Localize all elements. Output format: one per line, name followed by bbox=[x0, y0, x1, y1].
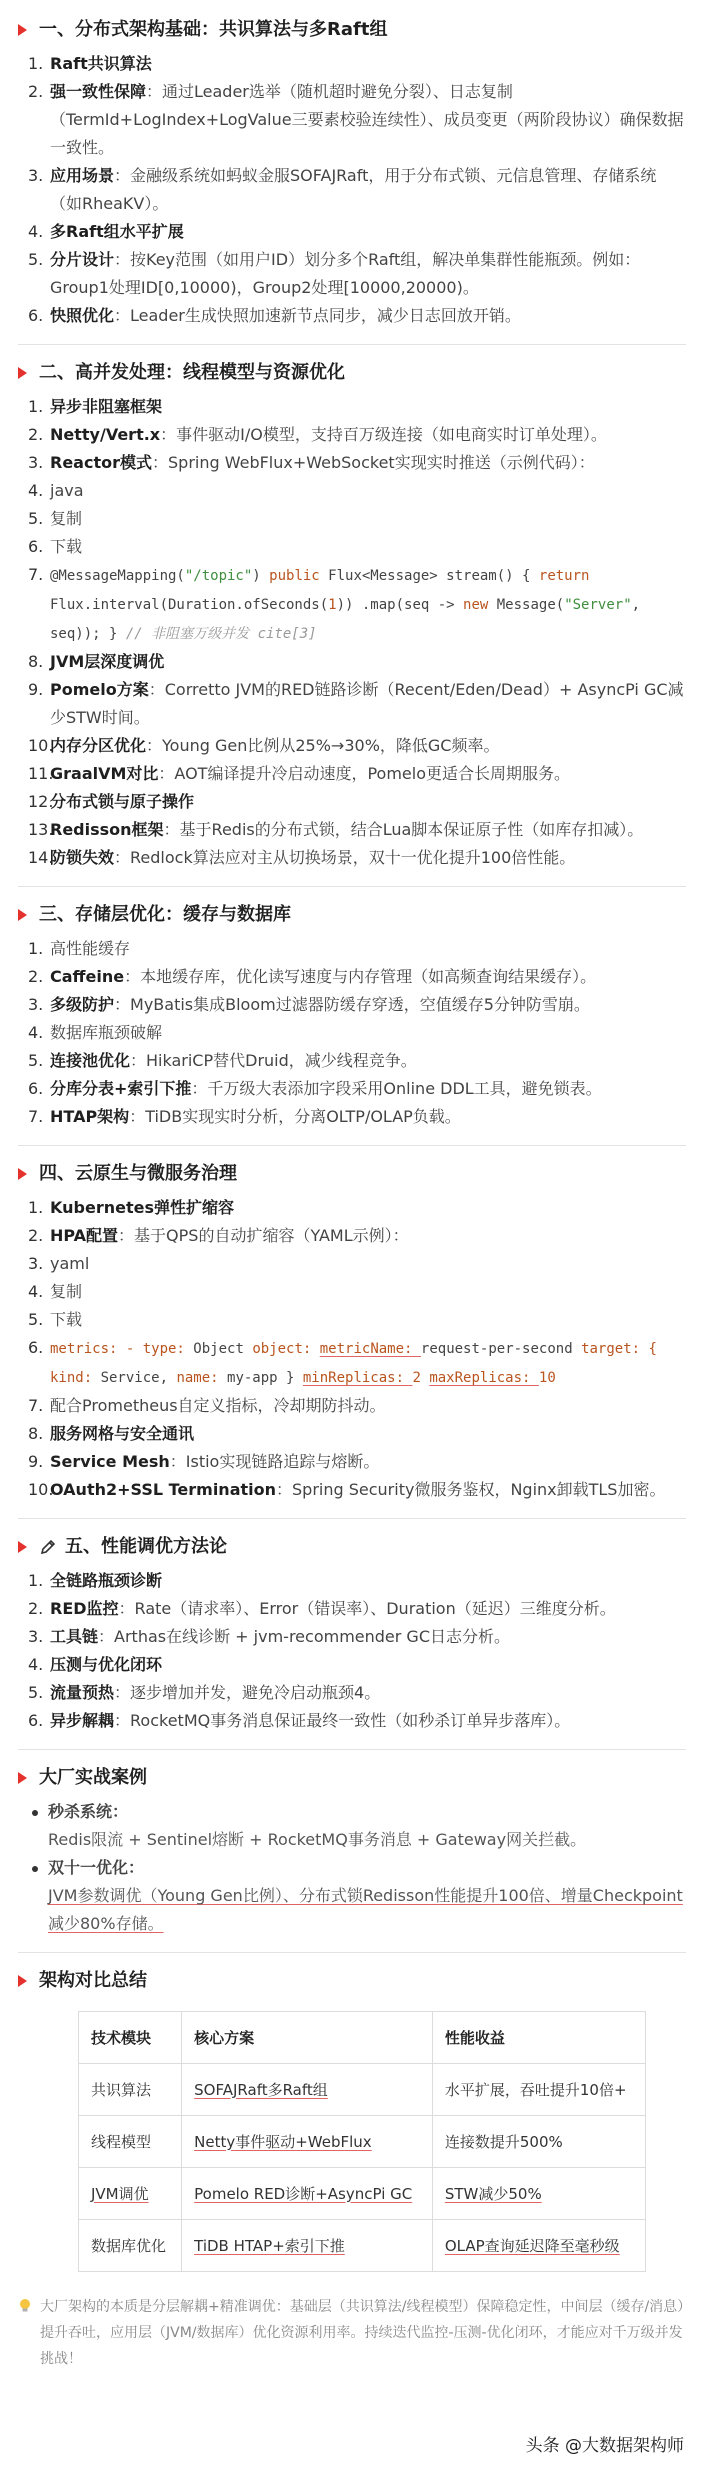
red-triangle-icon bbox=[18, 1541, 27, 1553]
section-tuning-methodology bbox=[18, 1527, 686, 1735]
item-number: 1. bbox=[28, 397, 44, 416]
section-case-studies bbox=[18, 1758, 686, 1938]
item-label: 强一致性保障 bbox=[50, 82, 147, 101]
table-cell: 水平扩展，吞吐提升10倍+ bbox=[432, 2064, 645, 2116]
table-cell: 数据库优化 bbox=[79, 2220, 182, 2272]
item-number: 5. bbox=[28, 1310, 44, 1329]
section-storage bbox=[18, 895, 686, 1131]
red-triangle-icon bbox=[18, 367, 27, 379]
item-number: 5. bbox=[28, 1683, 44, 1702]
list-item bbox=[28, 676, 686, 732]
item-label: HPA配置 bbox=[50, 1226, 119, 1245]
list-item bbox=[28, 844, 686, 872]
code-token: target: bbox=[581, 1341, 649, 1357]
item-text: ：基于QPS的自动扩缩容（YAML示例）： bbox=[118, 1226, 409, 1245]
item-label: HTAP架构 bbox=[50, 1107, 130, 1126]
case-body: JVM参数调优（Young Gen比例）、分布式锁Redisson性能提升100倍、增量Checkpoint减少80%存储。 bbox=[48, 1886, 683, 1933]
item-text: ：基于Redis的分布式锁，结合Lua脚本保证原子性（如库存扣减）。 bbox=[163, 820, 644, 839]
list-item bbox=[28, 393, 686, 421]
item-label: Service Mesh bbox=[50, 1452, 170, 1471]
item-number: 6. bbox=[28, 1711, 44, 1730]
case-head: 秒杀系统： bbox=[48, 1802, 129, 1821]
list-item bbox=[28, 1103, 686, 1131]
item-number: 4. bbox=[28, 1282, 44, 1301]
item-label: 分片设计 bbox=[50, 250, 115, 269]
list-item bbox=[32, 1854, 686, 1938]
case-list bbox=[18, 1798, 686, 1938]
table-cell: Netty事件驱动+WebFlux bbox=[182, 2116, 433, 2168]
code-snippet bbox=[50, 568, 640, 642]
section-heading bbox=[18, 1758, 686, 1798]
item-text: ：Corretto JVM的RED链路诊断（Recent/Eden/Dead）+ AsyncPi GC减少STW时间。 bbox=[50, 680, 684, 727]
code-token: Service, bbox=[100, 1370, 177, 1386]
section-title: 三、存储层优化：缓存与数据库 bbox=[39, 904, 291, 925]
case-body: Redis限流 + Sentinel熔断 + RocketMQ事务消息 + Gateway网关拦截。 bbox=[48, 1830, 587, 1849]
item-number: 2. bbox=[28, 1226, 44, 1245]
item-number: 3. bbox=[28, 453, 44, 472]
item-number: 3. bbox=[28, 995, 44, 1014]
item-number: 9. bbox=[28, 1452, 44, 1471]
section-title: 五、性能调优方法论 bbox=[65, 1536, 227, 1557]
item-label: 流量预热 bbox=[50, 1683, 115, 1702]
section-title: 架构对比总结 bbox=[39, 1970, 147, 1991]
item-text: ：AOT编译提升冷启动速度，Pomelo更适合长周期服务。 bbox=[158, 764, 570, 783]
section-heading bbox=[18, 895, 686, 935]
divider bbox=[18, 1145, 686, 1146]
list-item bbox=[28, 991, 686, 1019]
section-distributed-basics bbox=[18, 10, 686, 330]
divider bbox=[18, 1749, 686, 1750]
code-token: "Server" bbox=[564, 597, 632, 613]
item-number: 2. bbox=[28, 82, 44, 101]
section-heading bbox=[18, 10, 686, 50]
list-item bbox=[28, 648, 686, 676]
item-number: 5. bbox=[28, 1051, 44, 1070]
list-item bbox=[28, 78, 686, 162]
item-number: 2. bbox=[28, 967, 44, 986]
red-triangle-icon bbox=[18, 909, 27, 921]
section-heading bbox=[18, 353, 686, 393]
summary-note bbox=[18, 2294, 686, 2372]
red-triangle-icon bbox=[18, 1772, 27, 1784]
column-header: 核心方案 bbox=[182, 2012, 433, 2064]
table-cell: 共识算法 bbox=[79, 2064, 182, 2116]
comparison-table bbox=[78, 2011, 646, 2272]
list-item bbox=[28, 816, 686, 844]
code-token: name: bbox=[176, 1370, 228, 1386]
list-item bbox=[28, 533, 686, 561]
item-label: 内存分区优化 bbox=[50, 736, 147, 755]
list-item bbox=[28, 1420, 686, 1448]
divider bbox=[18, 1518, 686, 1519]
item-label: 防锁失效 bbox=[50, 848, 115, 867]
item-text: 配合Prometheus自定义指标，冷却期防抖动。 bbox=[50, 1396, 386, 1415]
red-triangle-icon bbox=[18, 1168, 27, 1180]
red-triangle-icon bbox=[18, 24, 27, 36]
item-text: ：事件驱动I/O模型，支持百万级连接（如电商实时订单处理）。 bbox=[160, 425, 607, 444]
table-row bbox=[79, 2220, 646, 2272]
divider bbox=[18, 886, 686, 887]
item-label: 分布式锁与原子操作 bbox=[50, 792, 195, 811]
code-token: Message( bbox=[488, 597, 565, 613]
list-item bbox=[28, 1679, 686, 1707]
item-number: 6. bbox=[28, 537, 44, 556]
item-label: Redisson框架 bbox=[50, 820, 164, 839]
code-token: Object bbox=[193, 1341, 253, 1357]
code-token: )) .map(seq -> bbox=[336, 597, 464, 613]
code-token: 2 bbox=[412, 1370, 430, 1386]
item-number: 10. bbox=[28, 1480, 54, 1499]
column-header: 技术模块 bbox=[79, 2012, 182, 2064]
code-token: // 非阻塞万级并发 cite[3] bbox=[125, 626, 317, 642]
list-item bbox=[28, 1651, 686, 1679]
list-item bbox=[28, 246, 686, 302]
item-number: 1. bbox=[28, 939, 44, 958]
item-text: ：按Key范围（如用户ID）划分多个Raft组，解决单集群性能瓶颈。例如：Group1处理ID[0,10000)，Group2处理[10000,20000)。 bbox=[50, 250, 641, 297]
item-number: 11. bbox=[28, 764, 54, 783]
item-number: 4. bbox=[28, 481, 44, 500]
item-label: 分库分表+索引下推 bbox=[50, 1079, 192, 1098]
list-item bbox=[28, 1306, 686, 1334]
item-number: 6. bbox=[28, 1338, 44, 1357]
item-label: 应用场景 bbox=[50, 166, 115, 185]
list-item bbox=[28, 1278, 686, 1306]
code-token: Flux<Message> stream() { bbox=[319, 568, 539, 584]
section-title: 大厂实战案例 bbox=[39, 1767, 147, 1788]
item-text: 下载 bbox=[50, 537, 83, 556]
list-item bbox=[28, 1567, 686, 1595]
red-triangle-icon bbox=[18, 1975, 27, 1987]
item-label: 异步解耦 bbox=[50, 1711, 115, 1730]
divider bbox=[18, 1952, 686, 1953]
item-number: 4. bbox=[28, 1655, 44, 1674]
item-number: 4. bbox=[28, 1023, 44, 1042]
item-text: ：Spring WebFlux+WebSocket实现实时推送（示例代码）： bbox=[152, 453, 595, 472]
list-item bbox=[28, 1623, 686, 1651]
item-label: 压测与优化闭环 bbox=[50, 1655, 163, 1674]
pencil-icon bbox=[39, 1538, 57, 1556]
item-number: 6. bbox=[28, 1079, 44, 1098]
list-item bbox=[28, 1392, 686, 1420]
item-number: 14. bbox=[28, 848, 54, 867]
item-text: 复制 bbox=[50, 1282, 83, 1301]
code-token: { kind: bbox=[50, 1341, 657, 1386]
table-cell: TiDB HTAP+索引下推 bbox=[182, 2220, 433, 2272]
section-heading bbox=[18, 1154, 686, 1194]
item-text: ：Redlock算法应对主从切换场景，双十一优化提升100倍性能。 bbox=[114, 848, 576, 867]
item-number: 6. bbox=[28, 306, 44, 325]
list-item bbox=[28, 477, 686, 505]
list-item bbox=[28, 760, 686, 788]
list-item bbox=[28, 218, 686, 246]
section-cloud-native bbox=[18, 1154, 686, 1504]
item-number: 9. bbox=[28, 680, 44, 699]
item-text: ：Rate（请求率）、Error（错误率）、Duration（延迟）三维度分析。 bbox=[118, 1599, 616, 1618]
item-label: Netty/Vert.x bbox=[50, 425, 161, 444]
item-number: 3. bbox=[28, 166, 44, 185]
item-number: 7. bbox=[28, 1396, 44, 1415]
table-cell: SOFAJRaft多Raft组 bbox=[182, 2064, 433, 2116]
list-item bbox=[28, 732, 686, 760]
item-label: 全链路瓶颈诊断 bbox=[50, 1571, 163, 1590]
item-label: Caffeine bbox=[50, 967, 125, 986]
item-number: 8. bbox=[28, 1424, 44, 1443]
table-cell: STW减少50% bbox=[432, 2168, 645, 2220]
section-heading bbox=[18, 1527, 686, 1567]
section-heading bbox=[18, 1961, 686, 2001]
item-text: ：千万级大表添加字段采用Online DDL工具，避免锁表。 bbox=[191, 1079, 602, 1098]
item-text: ：RocketMQ事务消息保证最终一致性（如秒杀订单异步落库）。 bbox=[114, 1711, 571, 1730]
code-token: ) bbox=[252, 568, 270, 584]
case-head: 双十一优化： bbox=[48, 1858, 145, 1877]
list-item bbox=[28, 50, 686, 78]
item-label: Raft共识算法 bbox=[50, 54, 152, 73]
table-row bbox=[79, 2064, 646, 2116]
item-number: 10. bbox=[28, 736, 54, 755]
code-token: object: bbox=[252, 1341, 320, 1357]
list-item bbox=[28, 302, 686, 330]
item-number: 8. bbox=[28, 652, 44, 671]
list-item bbox=[28, 1448, 686, 1476]
list-item bbox=[28, 1075, 686, 1103]
item-text: ：TiDB实现实时分析，分离OLTP/OLAP负载。 bbox=[129, 1107, 461, 1126]
list-item bbox=[28, 1222, 686, 1250]
list-item bbox=[28, 1250, 686, 1278]
item-number: 1. bbox=[28, 54, 44, 73]
item-text: ：Arthas在线诊断 + jvm-recommender GC日志分析。 bbox=[98, 1627, 510, 1646]
list-item bbox=[28, 1194, 686, 1222]
item-text: ：Young Gen比例从25%→30%，降低GC频率。 bbox=[146, 736, 500, 755]
list-item bbox=[28, 449, 686, 477]
item-label: Pomelo方案 bbox=[50, 680, 149, 699]
item-label: 多Raft组水平扩展 bbox=[50, 222, 184, 241]
item-text: ：本地缓存库，优化读写速度与内存管理（如高频查询结果缓存）。 bbox=[124, 967, 597, 986]
list-item bbox=[28, 1476, 686, 1504]
table-cell: 连接数提升500% bbox=[432, 2116, 645, 2168]
list-item bbox=[28, 1019, 686, 1047]
item-label: Reactor模式 bbox=[50, 453, 152, 472]
code-token: return bbox=[538, 568, 590, 584]
item-label: JVM层深度调优 bbox=[50, 652, 165, 671]
numbered-list bbox=[18, 935, 686, 1131]
code-token: 1 bbox=[328, 597, 337, 613]
numbered-list bbox=[18, 393, 686, 872]
code-line bbox=[28, 561, 686, 648]
code-token: public bbox=[269, 568, 320, 584]
code-token: 10 bbox=[538, 1370, 556, 1386]
code-snippet bbox=[50, 1341, 657, 1386]
code-line bbox=[28, 1334, 686, 1392]
section-architecture-summary bbox=[18, 1961, 686, 2372]
item-text: 数据库瓶颈破解 bbox=[50, 1023, 163, 1042]
code-token: @MessageMapping( bbox=[50, 568, 185, 584]
item-text: 复制 bbox=[50, 509, 83, 528]
code-token: request-per-second bbox=[420, 1341, 582, 1357]
item-label: 工具链 bbox=[50, 1627, 99, 1646]
item-number: 2. bbox=[28, 1599, 44, 1618]
item-number: 7. bbox=[28, 565, 44, 584]
table-cell: OLAP查询延迟降至毫秒级 bbox=[432, 2220, 645, 2272]
list-item bbox=[28, 162, 686, 218]
item-number: 13. bbox=[28, 820, 54, 839]
item-text: ：Istio实现链路追踪与熔断。 bbox=[169, 1452, 380, 1471]
code-token: Flux.interval(Duration.ofSeconds( bbox=[50, 597, 329, 613]
item-text: ：通过Leader选举（随机超时避免分裂）、日志复制（TermId+LogIndex+LogValue三要素校验连续性）、成员变更（两阶段协议）确保数据一致性。 bbox=[50, 82, 684, 157]
item-label: OAuth2+SSL Termination bbox=[50, 1480, 277, 1499]
section-title: 二、高并发处理：线程模型与资源优化 bbox=[39, 362, 345, 383]
list-item bbox=[28, 421, 686, 449]
item-number: 2. bbox=[28, 425, 44, 444]
list-item bbox=[28, 788, 686, 816]
item-label: Kubernetes弹性扩缩容 bbox=[50, 1198, 234, 1217]
code-token: metrics: - type: bbox=[50, 1341, 194, 1357]
code-token: metricName: bbox=[319, 1341, 421, 1357]
code-token: new bbox=[463, 597, 489, 613]
item-text: ：逐步增加并发，避免冷启动瓶颈4。 bbox=[114, 1683, 381, 1702]
item-text: ：金融级系统如蚂蚁金服SOFAJRaft，用于分布式锁、元信息管理、存储系统（如RheaKV）。 bbox=[50, 166, 657, 213]
item-text: yaml bbox=[50, 1254, 90, 1273]
table-row bbox=[79, 2116, 646, 2168]
list-item bbox=[28, 935, 686, 963]
table-row bbox=[79, 2168, 646, 2220]
item-number: 12. bbox=[28, 792, 54, 811]
item-label: RED监控 bbox=[50, 1599, 119, 1618]
table-cell: Pomelo RED诊断+AsyncPi GC bbox=[182, 2168, 433, 2220]
author-footer: 头条 @大数据架构师 bbox=[525, 2436, 684, 2456]
item-label: 服务网格与安全通讯 bbox=[50, 1424, 195, 1443]
item-text: ：Spring Security微服务鉴权，Nginx卸载TLS加密。 bbox=[276, 1480, 666, 1499]
code-token: my-app } bbox=[227, 1370, 303, 1386]
item-number: 7. bbox=[28, 1107, 44, 1126]
item-text: java bbox=[50, 481, 84, 500]
item-label: 多级防护 bbox=[50, 995, 115, 1014]
item-label: 连接池优化 bbox=[50, 1051, 131, 1070]
item-label: 快照优化 bbox=[50, 306, 115, 325]
item-text: 高性能缓存 bbox=[50, 939, 131, 958]
list-item bbox=[28, 505, 686, 533]
list-item bbox=[28, 963, 686, 991]
item-text: ：HikariCP替代Druid，减少线程竞争。 bbox=[130, 1051, 417, 1070]
section-title: 一、分布式架构基础：共识算法与多Raft组 bbox=[39, 19, 388, 40]
item-text: ：MyBatis集成Bloom过滤器防缓存穿透，空值缓存5分钟防雪崩。 bbox=[114, 995, 590, 1014]
section-title: 四、云原生与微服务治理 bbox=[39, 1163, 237, 1184]
table-cell: JVM调优 bbox=[79, 2168, 182, 2220]
list-item bbox=[28, 1707, 686, 1735]
code-token: "/topic" bbox=[184, 568, 253, 584]
column-header: 性能收益 bbox=[432, 2012, 645, 2064]
code-token: maxReplicas: bbox=[429, 1370, 539, 1386]
list-item bbox=[32, 1798, 686, 1854]
item-number: 5. bbox=[28, 250, 44, 269]
item-number: 3. bbox=[28, 1627, 44, 1646]
item-label: 异步非阻塞框架 bbox=[50, 397, 163, 416]
numbered-list bbox=[18, 50, 686, 330]
item-number: 5. bbox=[28, 509, 44, 528]
code-token: , seq)); } bbox=[50, 597, 641, 642]
table-cell: 线程模型 bbox=[79, 2116, 182, 2168]
numbered-list bbox=[18, 1567, 686, 1735]
table-header-row bbox=[79, 2012, 646, 2064]
list-item bbox=[28, 1595, 686, 1623]
numbered-list bbox=[18, 1194, 686, 1504]
section-high-concurrency bbox=[18, 353, 686, 872]
item-number: 4. bbox=[28, 222, 44, 241]
list-item bbox=[28, 1047, 686, 1075]
item-text: 下载 bbox=[50, 1310, 83, 1329]
item-number: 1. bbox=[28, 1571, 44, 1590]
item-number: 1. bbox=[28, 1198, 44, 1217]
code-token: minReplicas: bbox=[302, 1370, 413, 1386]
item-number: 3. bbox=[28, 1254, 44, 1273]
item-text: ：Leader生成快照加速新节点同步，减少日志回放开销。 bbox=[114, 306, 521, 325]
note-text: 大厂架构的本质是分层解耦+精准调优：基础层（共识算法/线程模型）保障稳定性，中间层（缓存/消息）提升吞吐，应用层（JVM/数据库）优化资源利用率。持续迭代监控-压测-优化闭环，才能应对千万级并发挑战！ bbox=[40, 2299, 685, 2367]
lightbulb-icon bbox=[18, 2298, 32, 2314]
item-label: GraalVM对比 bbox=[50, 764, 159, 783]
divider bbox=[18, 344, 686, 345]
